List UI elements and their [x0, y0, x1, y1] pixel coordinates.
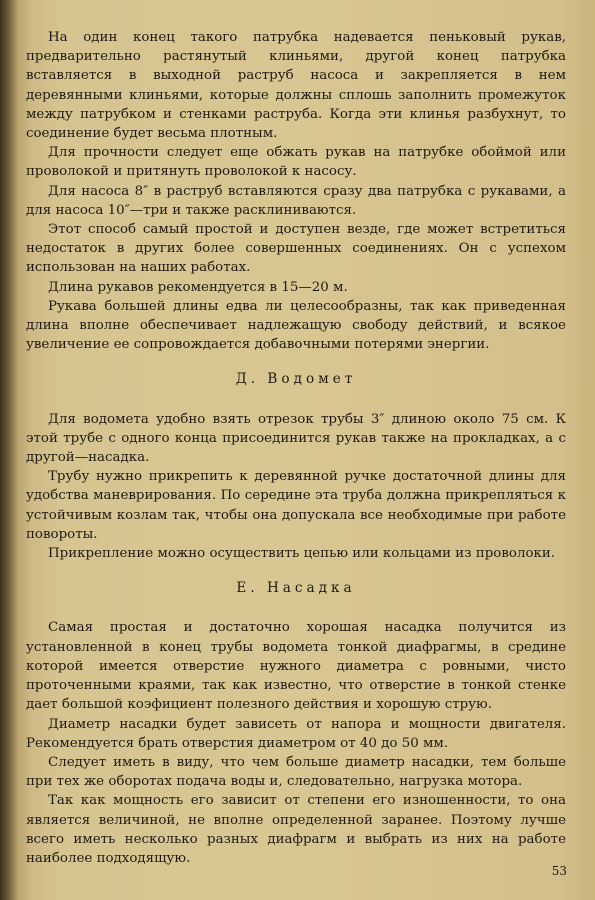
- paragraph: Так как мощность его зависит от степени его изношенности, то она является величиной, не вполне определенной заранее. Поэтому лучше всего иметь несколько разных диафрагм и выбрать из них на работе наиболее подходящую.: [26, 793, 566, 866]
- paragraph: Для насоса 8″ в раструб вставляются сразу два патрубка с рукавами, а для насоса 10″—три и также расклиниваются.: [26, 183, 566, 218]
- paragraph: Рукава большей длины едва ли целесообразны, так как приведенная длина вполне обеспечивает надлежащую свободу действий, и всякое увеличение ее сопровождается добавочными потерями энергии.: [26, 298, 566, 353]
- section-heading-e: Е. Насадка: [236, 580, 356, 597]
- paragraph: Прикрепление можно осуществить цепью или кольцами из проволоки.: [48, 546, 556, 562]
- page-body: [26, 28, 566, 868]
- paragraph: Этот способ самый простой и доступен везде, где может встретиться недостаток в других более совершенных соединениях. Он с успехом использован на наших работах.: [26, 222, 566, 276]
- section-heading-d: Д. Водомет: [235, 371, 357, 388]
- paragraph: Длина рукавов рекомендуется в 15—20 м.: [48, 279, 348, 295]
- paragraph: Самая простая и достаточно хорошая насадка получится из установленной в конец трубы водомета тонкой диафрагмы, в средине которой имеется отверстие нужного диаметра с ровными, чисто проточенными краями, так как известно, что отверстие в тонкой стенке дает большой коэфициент полезного действия и хорошую струю.: [26, 620, 566, 713]
- paragraph: Следует иметь в виду, что чем больше диаметр насадки, тем больше при тех же оборотах подача воды и, следовательно, нагрузка мотора.: [26, 754, 566, 790]
- paragraph: Для водомета удобно взять отрезок трубы 3″ длиною около 75 см. К этой трубе с одного конца присоединится рукав также на прокладках, а с другой—насадка.: [26, 411, 566, 466]
- paragraph: Диаметр насадки будет зависеть от напора и мощности двигателя. Рекомендуется брать отверстия диаметром от 40 до 50 мм.: [26, 716, 566, 751]
- paragraph: На один конец такого патрубка надевается пеньковый рукав, предварительно растянутый клиньями, другой конец патрубка вставляется в выходной раструб насоса и закрепляется в нем деревянными клиньями, которые должны сплошь заполнить промежуток между патрубком и стенками раструба. Когда эти клинья разбухнут, то соединение будет весьма плотным.: [26, 30, 566, 142]
- page-number: 53: [551, 864, 567, 878]
- paragraph: Трубу нужно прикрепить к деревянной ручке достаточной длины для удобства маневрирования. По середине эта труба должна прикрепляться к устойчивым козлам так, чтобы она допускала все необходимые при работе повороты.: [26, 469, 566, 542]
- paragraph: Для прочности следует еще обжать рукав на патрубке обоймой или проволокой и притянуть проволокой к насосу.: [26, 145, 566, 180]
